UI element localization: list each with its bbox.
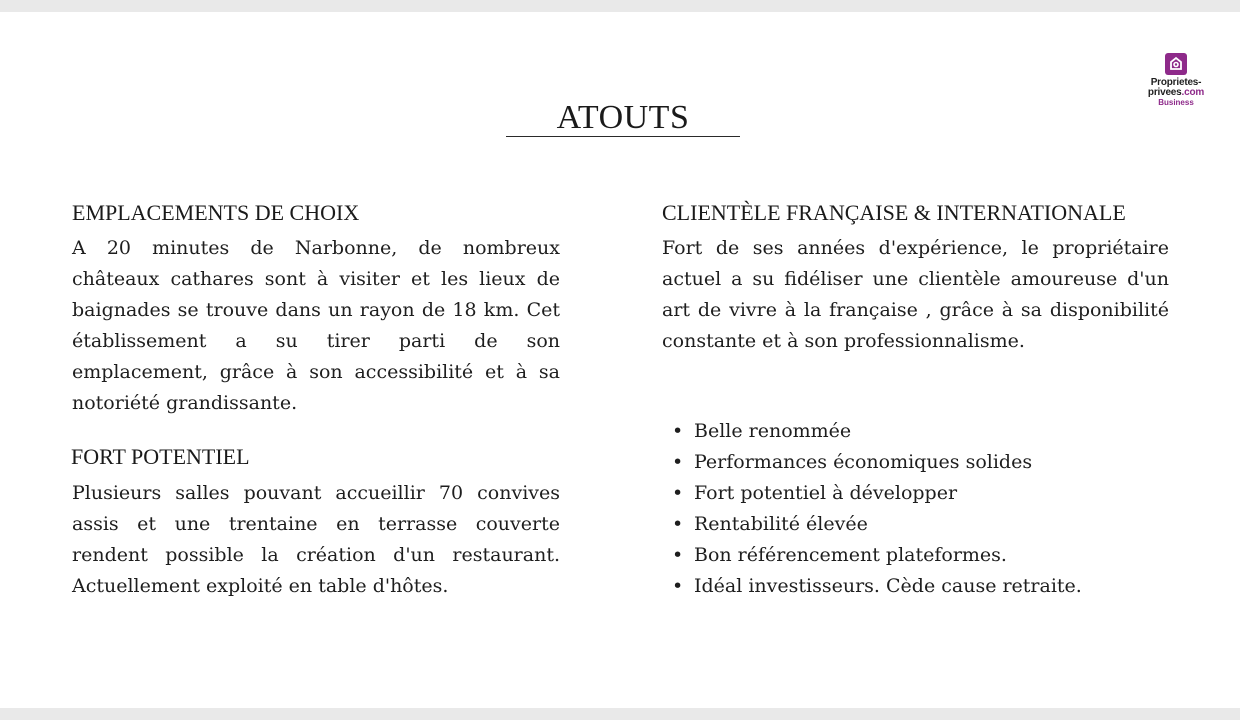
logo-text-line1: Proprietes- [1150,77,1202,88]
section-heading-emplacements: EMPLACEMENTS DE CHOIX [72,200,360,225]
slide-page [0,12,1240,708]
house-in-square-icon [1164,52,1188,76]
list-item [672,571,1082,602]
section-heading-clientele: CLIENTÈLE FRANÇAISE & INTERNATIONALE [662,200,1126,225]
section-text-clientele: Fort de ses années d'expérience, le propriétaire actuel a su fidéliser une clientèle amoureuse d'un art de vivre à la française , grâce à sa disponibilité constante et à son professionnalisme. [662,237,1169,352]
bullet-dot: • [672,513,684,535]
logo-text-main: privees [1147,87,1182,98]
advantages-list [672,416,1082,602]
title-underline [506,136,740,137]
bullet-dot: • [672,575,684,597]
list-item [672,509,1082,540]
logo-text-suffix: .com [1181,87,1205,98]
list-item [672,540,1082,571]
list-item-text: Belle renommée [694,420,852,442]
section-heading-potentiel: FORT POTENTIEL [71,444,250,469]
logo-text-business: Business [1158,98,1194,107]
bullet-dot: • [672,451,684,473]
brand-logo [1138,52,1214,107]
bullet-dot: • [672,544,684,566]
section-text-potentiel: Plusieurs salles pouvant accueillir 70 convives assis et une trentaine en terrasse couverte rendent possible la création d'un restaurant. Actuellement exploité en table d'hôtes. [72,482,560,597]
list-item [672,447,1082,478]
list-item-text: Performances économiques solides [694,451,1033,473]
list-item-text: Rentabilité élevée [694,513,868,535]
list-item [672,478,1082,509]
list-item [672,416,1082,447]
section-text-emplacements: A 20 minutes de Narbonne, de nombreux châteaux cathares sont à visiter et les lieux de baignades se trouve dans un rayon de 18 km. Cet établissement a su tirer parti de son emplacement, grâce à son accessibilité et à sa notoriété grandissante. [72,237,560,414]
page-title: ATOUTS [556,99,690,136]
list-item-text: Bon référencement plateformes. [694,544,1007,566]
logo-text-line2 [1138,88,1214,98]
bullet-dot: • [672,482,684,504]
list-item-text: Idéal investisseurs. Cède cause retraite. [694,575,1082,597]
list-item-text: Fort potentiel à développer [694,482,958,504]
bullet-dot: • [672,420,684,442]
